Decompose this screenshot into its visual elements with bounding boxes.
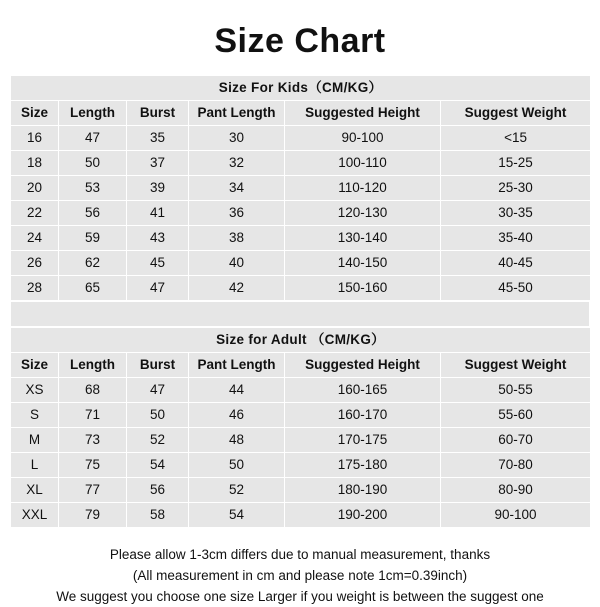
- cell-suggest-weight: <15: [441, 126, 591, 151]
- cell-burst: 54: [127, 453, 189, 478]
- table-row: [11, 201, 591, 226]
- column-header-size: Size: [11, 353, 59, 378]
- cell-pant-length: 38: [189, 226, 285, 251]
- column-header-pant-length: Pant Length: [189, 353, 285, 378]
- table-row: [11, 453, 591, 478]
- cell-burst: 52: [127, 428, 189, 453]
- page-title: Size Chart: [214, 22, 386, 60]
- cell-pant-length: 30: [189, 126, 285, 151]
- cell-pant-length: 42: [189, 276, 285, 301]
- cell-pant-length: 50: [189, 453, 285, 478]
- cell-burst: 37: [127, 151, 189, 176]
- column-header-length: Length: [59, 353, 127, 378]
- table-gap: [10, 301, 590, 327]
- cell-length: 75: [59, 453, 127, 478]
- cell-size: 20: [11, 176, 59, 201]
- cell-suggest-weight: 80-90: [441, 478, 591, 503]
- cell-size: 26: [11, 251, 59, 276]
- cell-size: 16: [11, 126, 59, 151]
- cell-suggested-height: 110-120: [285, 176, 441, 201]
- cell-size: 22: [11, 201, 59, 226]
- cell-burst: 47: [127, 276, 189, 301]
- column-header-length: Length: [59, 101, 127, 126]
- cell-suggested-height: 170-175: [285, 428, 441, 453]
- cell-suggested-height: 100-110: [285, 151, 441, 176]
- cell-length: 71: [59, 403, 127, 428]
- cell-length: 68: [59, 378, 127, 403]
- cell-burst: 45: [127, 251, 189, 276]
- cell-burst: 47: [127, 378, 189, 403]
- cell-size: L: [11, 453, 59, 478]
- kids-header-row: [11, 101, 591, 126]
- table-row: [11, 176, 591, 201]
- kids-band-title: Size For Kids（CM/KG）: [11, 76, 591, 101]
- table-row: [11, 503, 591, 528]
- cell-burst: 43: [127, 226, 189, 251]
- cell-length: 47: [59, 126, 127, 151]
- cell-pant-length: 46: [189, 403, 285, 428]
- cell-size: 28: [11, 276, 59, 301]
- kids-table-band: [11, 76, 591, 101]
- notes-block: [10, 528, 590, 607]
- cell-size: 24: [11, 226, 59, 251]
- cell-size: 18: [11, 151, 59, 176]
- cell-suggest-weight: 70-80: [441, 453, 591, 478]
- column-header-suggested-height: Suggested Height: [285, 101, 441, 126]
- table-row: [11, 226, 591, 251]
- column-header-suggest-weight: Suggest Weight: [441, 101, 591, 126]
- cell-suggest-weight: 45-50: [441, 276, 591, 301]
- column-header-suggested-height: Suggested Height: [285, 353, 441, 378]
- cell-length: 53: [59, 176, 127, 201]
- cell-suggest-weight: 40-45: [441, 251, 591, 276]
- table-row: [11, 126, 591, 151]
- note-line-3: We suggest you choose one size Larger if you weight is between the suggest one: [56, 589, 544, 604]
- column-header-burst: Burst: [127, 101, 189, 126]
- cell-size: M: [11, 428, 59, 453]
- note-line-1: Please allow 1-3cm differs due to manual measurement, thanks: [109, 547, 491, 562]
- table-row: [11, 151, 591, 176]
- cell-suggest-weight: 60-70: [441, 428, 591, 453]
- cell-suggested-height: 175-180: [285, 453, 441, 478]
- cell-suggest-weight: 25-30: [441, 176, 591, 201]
- table-row: [11, 478, 591, 503]
- cell-suggested-height: 150-160: [285, 276, 441, 301]
- table-row: [11, 251, 591, 276]
- cell-size: S: [11, 403, 59, 428]
- cell-length: 56: [59, 201, 127, 226]
- table-row: [11, 378, 591, 403]
- cell-suggest-weight: 55-60: [441, 403, 591, 428]
- column-header-size: Size: [11, 101, 59, 126]
- cell-suggest-weight: 90-100: [441, 503, 591, 528]
- cell-suggest-weight: 30-35: [441, 201, 591, 226]
- cell-pant-length: 44: [189, 378, 285, 403]
- cell-suggest-weight: 50-55: [441, 378, 591, 403]
- cell-suggested-height: 180-190: [285, 478, 441, 503]
- cell-burst: 56: [127, 478, 189, 503]
- cell-length: 50: [59, 151, 127, 176]
- cell-pant-length: 40: [189, 251, 285, 276]
- cell-size: XL: [11, 478, 59, 503]
- cell-suggested-height: 190-200: [285, 503, 441, 528]
- cell-burst: 39: [127, 176, 189, 201]
- cell-length: 62: [59, 251, 127, 276]
- column-header-suggest-weight: Suggest Weight: [441, 353, 591, 378]
- cell-burst: 41: [127, 201, 189, 226]
- cell-burst: 35: [127, 126, 189, 151]
- cell-pant-length: 34: [189, 176, 285, 201]
- cell-length: 59: [59, 226, 127, 251]
- cell-length: 77: [59, 478, 127, 503]
- cell-suggested-height: 120-130: [285, 201, 441, 226]
- cell-burst: 58: [127, 503, 189, 528]
- cell-pant-length: 32: [189, 151, 285, 176]
- cell-length: 73: [59, 428, 127, 453]
- cell-suggested-height: 140-150: [285, 251, 441, 276]
- cell-suggested-height: 90-100: [285, 126, 441, 151]
- adult-header-row: [11, 353, 591, 378]
- cell-size: XS: [11, 378, 59, 403]
- cell-suggested-height: 160-165: [285, 378, 441, 403]
- cell-suggested-height: 130-140: [285, 226, 441, 251]
- cell-length: 65: [59, 276, 127, 301]
- column-header-burst: Burst: [127, 353, 189, 378]
- cell-suggest-weight: 35-40: [441, 226, 591, 251]
- cell-pant-length: 36: [189, 201, 285, 226]
- spacer: [11, 302, 590, 327]
- table-row: [11, 403, 591, 428]
- cell-pant-length: 54: [189, 503, 285, 528]
- table-row: [11, 428, 591, 453]
- cell-pant-length: 52: [189, 478, 285, 503]
- cell-size: XXL: [11, 503, 59, 528]
- cell-burst: 50: [127, 403, 189, 428]
- adult-band-title: Size for Adult （CM/KG）: [11, 328, 591, 353]
- cell-suggest-weight: 15-25: [441, 151, 591, 176]
- table-row: [11, 276, 591, 301]
- kids-size-table: [10, 75, 591, 301]
- cell-pant-length: 48: [189, 428, 285, 453]
- adult-size-table: [10, 327, 591, 528]
- note-line-2: (All measurement in cm and please note 1cm=0.39inch): [132, 568, 468, 583]
- adult-table-band: [11, 328, 591, 353]
- cell-suggested-height: 160-170: [285, 403, 441, 428]
- cell-length: 79: [59, 503, 127, 528]
- column-header-pant-length: Pant Length: [189, 101, 285, 126]
